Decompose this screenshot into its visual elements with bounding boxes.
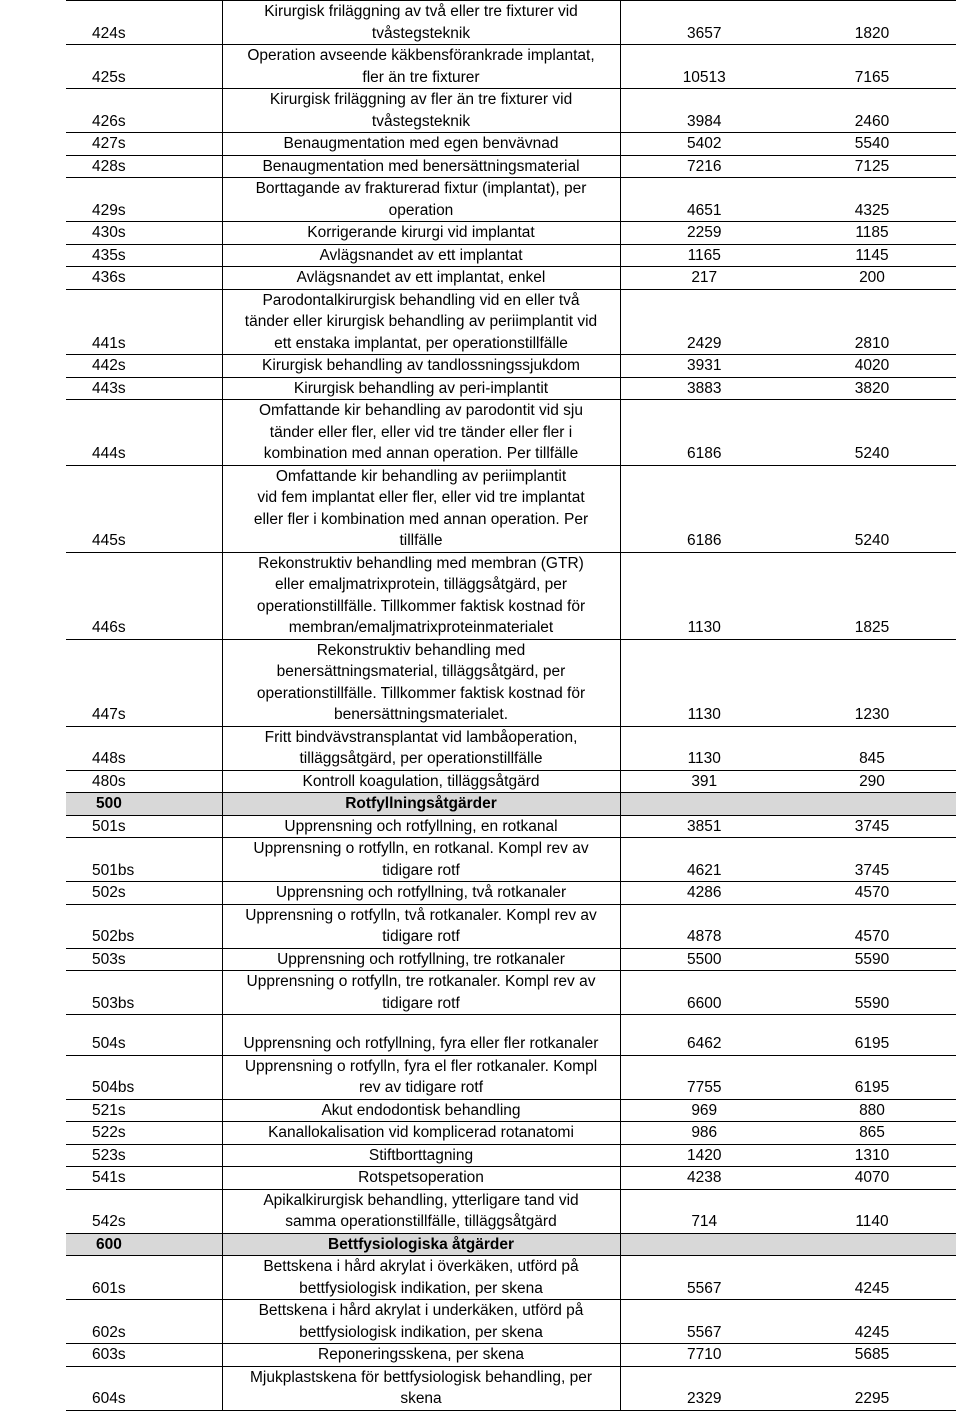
price-column-2: 4020 xyxy=(788,355,956,378)
description-line: Upprensning och rotfyllning, tre rotkanaler xyxy=(277,950,565,968)
price-column-1: 6186 xyxy=(620,400,788,466)
table-row xyxy=(66,838,956,882)
treatment-code: 521s xyxy=(66,1099,222,1122)
treatment-description xyxy=(222,1256,620,1300)
price-column-1: 1420 xyxy=(620,1144,788,1167)
table-row xyxy=(66,89,956,133)
description-line: tvåstegsteknik xyxy=(371,112,471,130)
price-column-1: 2329 xyxy=(620,1366,788,1410)
price-column-2: 4070 xyxy=(788,1167,956,1190)
price-column-2 xyxy=(788,793,956,816)
treatment-description xyxy=(222,1344,620,1367)
price-column-1: 4286 xyxy=(620,882,788,905)
treatment-description xyxy=(222,1,620,45)
price-column-1: 969 xyxy=(620,1099,788,1122)
treatment-description xyxy=(222,1189,620,1233)
description-line: Parodontalkirurgisk behandling vid en eller två xyxy=(262,291,580,309)
treatment-description xyxy=(222,178,620,222)
treatment-description xyxy=(222,838,620,882)
table-row xyxy=(66,639,956,726)
price-column-2: 1820 xyxy=(788,1,956,45)
treatment-description xyxy=(222,815,620,838)
treatment-code: 443s xyxy=(66,377,222,400)
table-row xyxy=(66,377,956,400)
treatment-code: 542s xyxy=(66,1189,222,1233)
table-row xyxy=(66,1167,956,1190)
price-column-2: 1310 xyxy=(788,1144,956,1167)
price-column-2: 2460 xyxy=(788,89,956,133)
treatment-description xyxy=(222,1055,620,1099)
price-column-2: 2810 xyxy=(788,289,956,355)
treatment-code: 446s xyxy=(66,552,222,639)
table-row xyxy=(66,355,956,378)
treatment-code: 447s xyxy=(66,639,222,726)
table-row xyxy=(66,971,956,1015)
price-column-2 xyxy=(788,1233,956,1256)
table-row xyxy=(66,1099,956,1122)
description-line: operationstillfälle. Tillkommer faktisk kostnad för xyxy=(256,684,586,702)
price-column-2: 6195 xyxy=(788,1055,956,1099)
table-row xyxy=(66,770,956,793)
price-column-1: 3851 xyxy=(620,815,788,838)
table-row xyxy=(66,726,956,770)
treatment-code: 504bs xyxy=(66,1055,222,1099)
price-column-1: 7710 xyxy=(620,1344,788,1367)
table-row xyxy=(66,1122,956,1145)
price-column-2: 3820 xyxy=(788,377,956,400)
description-line: tidigare rotf xyxy=(382,994,460,1012)
treatment-description xyxy=(222,1099,620,1122)
price-column-2: 2295 xyxy=(788,1366,956,1410)
table-row xyxy=(66,465,956,552)
description-line: tänder eller kirurgisk behandling av periimplantit vid xyxy=(244,313,598,330)
treatment-description xyxy=(222,971,620,1015)
table-row xyxy=(66,400,956,466)
price-column-2: 1145 xyxy=(788,244,956,267)
price-column-1: 4651 xyxy=(620,178,788,222)
description-line: Apikalkirurgisk behandling, ytterligare tand vid xyxy=(263,1191,579,1209)
description-line: Rotspetsoperation xyxy=(358,1169,484,1186)
table-row xyxy=(66,948,956,971)
price-column-1: 10513 xyxy=(620,45,788,89)
treatment-code: 425s xyxy=(66,45,222,89)
treatment-code: 445s xyxy=(66,465,222,552)
description-line: fler än tre fixturer xyxy=(362,68,480,86)
price-column-1: 1165 xyxy=(620,244,788,267)
description-line: Avlägsnandet av ett implantat xyxy=(319,246,523,264)
price-column-1: 391 xyxy=(620,770,788,793)
description-line: ett enstaka implantat, per operationstillfälle xyxy=(274,334,568,352)
price-column-1: 217 xyxy=(620,267,788,290)
treatment-description xyxy=(222,882,620,905)
treatment-code: 436s xyxy=(66,267,222,290)
price-column-2: 5540 xyxy=(788,133,956,156)
price-column-1 xyxy=(620,1233,788,1256)
price-column-1: 6600 xyxy=(620,971,788,1015)
description-line: Korrigerande kirurgi vid implantat xyxy=(307,224,535,241)
table-row xyxy=(66,882,956,905)
treatment-code: 444s xyxy=(66,400,222,466)
treatment-description xyxy=(222,1167,620,1190)
treatment-description xyxy=(222,639,620,726)
description-line: tillfälle xyxy=(399,532,443,549)
description-line: Avlägsnandet av ett implantat, enkel xyxy=(296,269,546,286)
table-row xyxy=(66,267,956,290)
treatment-code: 448s xyxy=(66,726,222,770)
description-line: Omfattande kir behandling av periimplantit xyxy=(275,467,567,485)
description-line: Upprensning och rotfyllning, fyra eller fler rotkanaler xyxy=(243,1035,599,1052)
price-column-1: 4621 xyxy=(620,838,788,882)
table-row xyxy=(66,45,956,89)
table-row xyxy=(66,1189,956,1233)
price-column-1: 7216 xyxy=(620,155,788,178)
price-column-1: 2429 xyxy=(620,289,788,355)
treatment-code: 441s xyxy=(66,289,222,355)
price-column-1: 3883 xyxy=(620,377,788,400)
treatment-code: 601s xyxy=(66,1256,222,1300)
description-line: Fritt bindvävstransplantat vid lambåoperation, xyxy=(264,728,578,746)
price-column-1: 1130 xyxy=(620,639,788,726)
treatment-code: 541s xyxy=(66,1167,222,1190)
treatment-code: 428s xyxy=(66,155,222,178)
treatment-description xyxy=(222,1144,620,1167)
treatment-description xyxy=(222,222,620,245)
treatment-description xyxy=(222,904,620,948)
price-column-1: 5402 xyxy=(620,133,788,156)
table-row xyxy=(66,1144,956,1167)
description-line: vid fem implantat eller fler, eller vid tre implantat xyxy=(257,489,585,506)
description-line: Rotfyllningsåtgärder xyxy=(345,795,497,812)
treatment-description xyxy=(222,1233,620,1256)
price-column-2: 4570 xyxy=(788,882,956,905)
treatment-description xyxy=(222,552,620,639)
treatment-description xyxy=(222,289,620,355)
treatment-code: 522s xyxy=(66,1122,222,1145)
price-table xyxy=(66,0,956,1411)
price-column-2: 4245 xyxy=(788,1300,956,1344)
description-line: Borttagande av frakturerad fixtur (implantat), per xyxy=(255,180,587,197)
description-line: Kirurgisk behandling av peri-implantit xyxy=(293,379,549,397)
description-line: Bettskena i hård akrylat i överkäken, utförd på xyxy=(263,1258,579,1275)
table-row xyxy=(66,1300,956,1344)
treatment-code: 603s xyxy=(66,1344,222,1367)
price-column-2: 1825 xyxy=(788,552,956,639)
treatment-code: 427s xyxy=(66,133,222,156)
treatment-description xyxy=(222,133,620,156)
price-column-1: 3657 xyxy=(620,1,788,45)
treatment-description xyxy=(222,1300,620,1344)
treatment-code: 602s xyxy=(66,1300,222,1344)
treatment-description xyxy=(222,244,620,267)
description-line: tidigare rotf xyxy=(382,861,460,879)
price-column-2: 865 xyxy=(788,1122,956,1145)
price-column-2: 290 xyxy=(788,770,956,793)
treatment-code: 523s xyxy=(66,1144,222,1167)
price-column-2: 845 xyxy=(788,726,956,770)
description-line: skena xyxy=(400,1390,442,1407)
price-column-2: 5590 xyxy=(788,971,956,1015)
price-column-2: 1140 xyxy=(788,1189,956,1233)
price-column-2: 7165 xyxy=(788,45,956,89)
description-line: Kirurgisk behandling av tandlossningssjukdom xyxy=(262,357,580,374)
table-row xyxy=(66,1344,956,1367)
description-line: Omfattande kir behandling av parodontit vid sju xyxy=(259,402,583,419)
description-line: bettfysiologisk indikation, per skena xyxy=(299,1323,543,1341)
table-row xyxy=(66,904,956,948)
treatment-description xyxy=(222,400,620,466)
price-column-1: 6186 xyxy=(620,465,788,552)
description-line: samma operationstillfälle, tilläggsåtgärd xyxy=(285,1213,557,1230)
treatment-code: 604s xyxy=(66,1366,222,1410)
treatment-code: 500 xyxy=(66,793,222,816)
price-column-1: 5567 xyxy=(620,1256,788,1300)
description-line: eller fler i kombination med annan operation. Per xyxy=(253,510,589,528)
description-line: Akut endodontisk behandling xyxy=(321,1101,521,1119)
treatment-code: 503bs xyxy=(66,971,222,1015)
price-column-2: 7125 xyxy=(788,155,956,178)
treatment-description xyxy=(222,1366,620,1410)
description-line: tilläggsåtgärd, per operationstillfälle xyxy=(299,750,543,767)
description-line: Bettskena i hård akrylat i underkäken, utförd på xyxy=(258,1302,584,1319)
treatment-code: 501bs xyxy=(66,838,222,882)
table-row xyxy=(66,1,956,45)
description-line: Kirurgisk friläggning av fler än tre fixturer vid xyxy=(269,91,573,108)
price-column-2: 1185 xyxy=(788,222,956,245)
description-line: eller emaljmatrixprotein, tilläggsåtgärd, per xyxy=(274,576,568,593)
treatment-code: 442s xyxy=(66,355,222,378)
treatment-description xyxy=(222,726,620,770)
section-header-row xyxy=(66,793,956,816)
price-column-2: 4245 xyxy=(788,1256,956,1300)
treatment-description xyxy=(222,793,620,816)
treatment-description xyxy=(222,1122,620,1145)
table-row xyxy=(66,1366,956,1410)
treatment-description xyxy=(222,89,620,133)
price-column-1: 986 xyxy=(620,1122,788,1145)
description-line: membran/emaljmatrixproteinmaterialet xyxy=(288,619,554,636)
description-line: kombination med annan operation. Per tillfälle xyxy=(263,445,579,462)
treatment-code: 426s xyxy=(66,89,222,133)
table-row xyxy=(66,178,956,222)
price-column-1: 2259 xyxy=(620,222,788,245)
description-line: tidigare rotf xyxy=(382,928,460,945)
description-line: Kanallokalisation vid komplicerad rotanatomi xyxy=(268,1124,574,1141)
table-row xyxy=(66,1256,956,1300)
description-line: Benaugmentation med egen benvävnad xyxy=(283,135,559,152)
description-line: tänder eller fler, eller vid tre tänder eller fler i xyxy=(269,423,573,441)
treatment-code: 424s xyxy=(66,1,222,45)
treatment-description xyxy=(222,377,620,400)
description-line: bettfysiologisk indikation, per skena xyxy=(299,1279,543,1297)
price-column-1: 5500 xyxy=(620,948,788,971)
price-column-2: 5685 xyxy=(788,1344,956,1367)
table-row xyxy=(66,155,956,178)
price-column-2: 4325 xyxy=(788,178,956,222)
treatment-description xyxy=(222,948,620,971)
description-line: Rekonstruktiv behandling med xyxy=(316,641,526,659)
treatment-code: 503s xyxy=(66,948,222,971)
table-row xyxy=(66,815,956,838)
price-column-1 xyxy=(620,793,788,816)
treatment-description xyxy=(222,770,620,793)
price-column-2: 3745 xyxy=(788,815,956,838)
price-column-1: 5567 xyxy=(620,1300,788,1344)
section-header-row xyxy=(66,1233,956,1256)
description-line: Upprensning o rotfylln, fyra el fler rotkanaler. Kompl xyxy=(244,1057,598,1075)
price-column-1: 714 xyxy=(620,1189,788,1233)
description-line: Mjukplastskena för bettfysiologisk behandling, per xyxy=(249,1368,593,1386)
price-column-2: 200 xyxy=(788,267,956,290)
price-column-2: 4570 xyxy=(788,904,956,948)
table-row xyxy=(66,133,956,156)
description-line: Kontroll koagulation, tilläggsåtgärd xyxy=(302,772,540,790)
price-column-2: 5240 xyxy=(788,400,956,466)
price-column-1: 4238 xyxy=(620,1167,788,1190)
treatment-description xyxy=(222,1015,620,1056)
price-column-2: 5590 xyxy=(788,948,956,971)
description-line: benersättningsmaterial, tilläggsåtgärd, per xyxy=(276,663,566,680)
description-line: tvåstegsteknik xyxy=(371,24,471,42)
treatment-code: 429s xyxy=(66,178,222,222)
price-column-2: 1230 xyxy=(788,639,956,726)
treatment-code: 504s xyxy=(66,1015,222,1056)
treatment-code: 501s xyxy=(66,815,222,838)
description-line: Upprensning och rotfyllning, två rotkanaler xyxy=(275,884,567,901)
treatment-description xyxy=(222,355,620,378)
price-column-1: 3931 xyxy=(620,355,788,378)
description-line: Upprensning o rotfylln, två rotkanaler. Kompl rev av xyxy=(245,906,597,924)
price-column-1: 6462 xyxy=(620,1015,788,1056)
description-line: Upprensning o rotfylln, tre rotkanaler. Kompl rev av xyxy=(246,973,596,990)
table-row xyxy=(66,552,956,639)
table-row xyxy=(66,1015,956,1056)
description-line: Upprensning och rotfyllning, en rotkanal xyxy=(284,817,558,835)
price-column-1: 7755 xyxy=(620,1055,788,1099)
price-column-2: 3745 xyxy=(788,838,956,882)
price-column-1: 4878 xyxy=(620,904,788,948)
treatment-description xyxy=(222,155,620,178)
description-line: Rekonstruktiv behandling med membran (GTR) xyxy=(258,554,584,572)
table-row xyxy=(66,1055,956,1099)
description-line: Benaugmentation med benersättningsmaterial xyxy=(262,157,580,175)
description-line: operationstillfälle. Tillkommer faktisk kostnad för xyxy=(256,597,586,615)
price-column-1: 1130 xyxy=(620,726,788,770)
price-table-body xyxy=(66,1,956,1411)
description-line: operation xyxy=(388,201,454,219)
treatment-code: 600 xyxy=(66,1233,222,1256)
price-column-2: 5240 xyxy=(788,465,956,552)
description-line: Bettfysiologiska åtgärder xyxy=(327,1235,515,1253)
treatment-code: 502s xyxy=(66,882,222,905)
treatment-code: 480s xyxy=(66,770,222,793)
treatment-description xyxy=(222,45,620,89)
treatment-description xyxy=(222,267,620,290)
description-line: benersättningsmaterialet. xyxy=(333,706,509,723)
description-line: rev av tidigare rotf xyxy=(358,1079,484,1096)
description-line: Operation avseende käkbensförankrade implantat, xyxy=(247,47,595,64)
table-row xyxy=(66,289,956,355)
price-column-2: 880 xyxy=(788,1099,956,1122)
price-column-1: 1130 xyxy=(620,552,788,639)
price-column-1: 3984 xyxy=(620,89,788,133)
table-row xyxy=(66,222,956,245)
description-line: Upprensning o rotfylln, en rotkanal. Kompl rev av xyxy=(253,840,589,857)
description-line: Reponeringsskena, per skena xyxy=(318,1346,524,1363)
price-column-2: 6195 xyxy=(788,1015,956,1056)
table-row xyxy=(66,244,956,267)
treatment-description xyxy=(222,465,620,552)
description-line: Stiftborttagning xyxy=(368,1146,474,1164)
description-line: Kirurgisk friläggning av två eller tre fixturer vid xyxy=(264,3,578,20)
treatment-code: 435s xyxy=(66,244,222,267)
treatment-code: 502bs xyxy=(66,904,222,948)
treatment-code: 430s xyxy=(66,222,222,245)
